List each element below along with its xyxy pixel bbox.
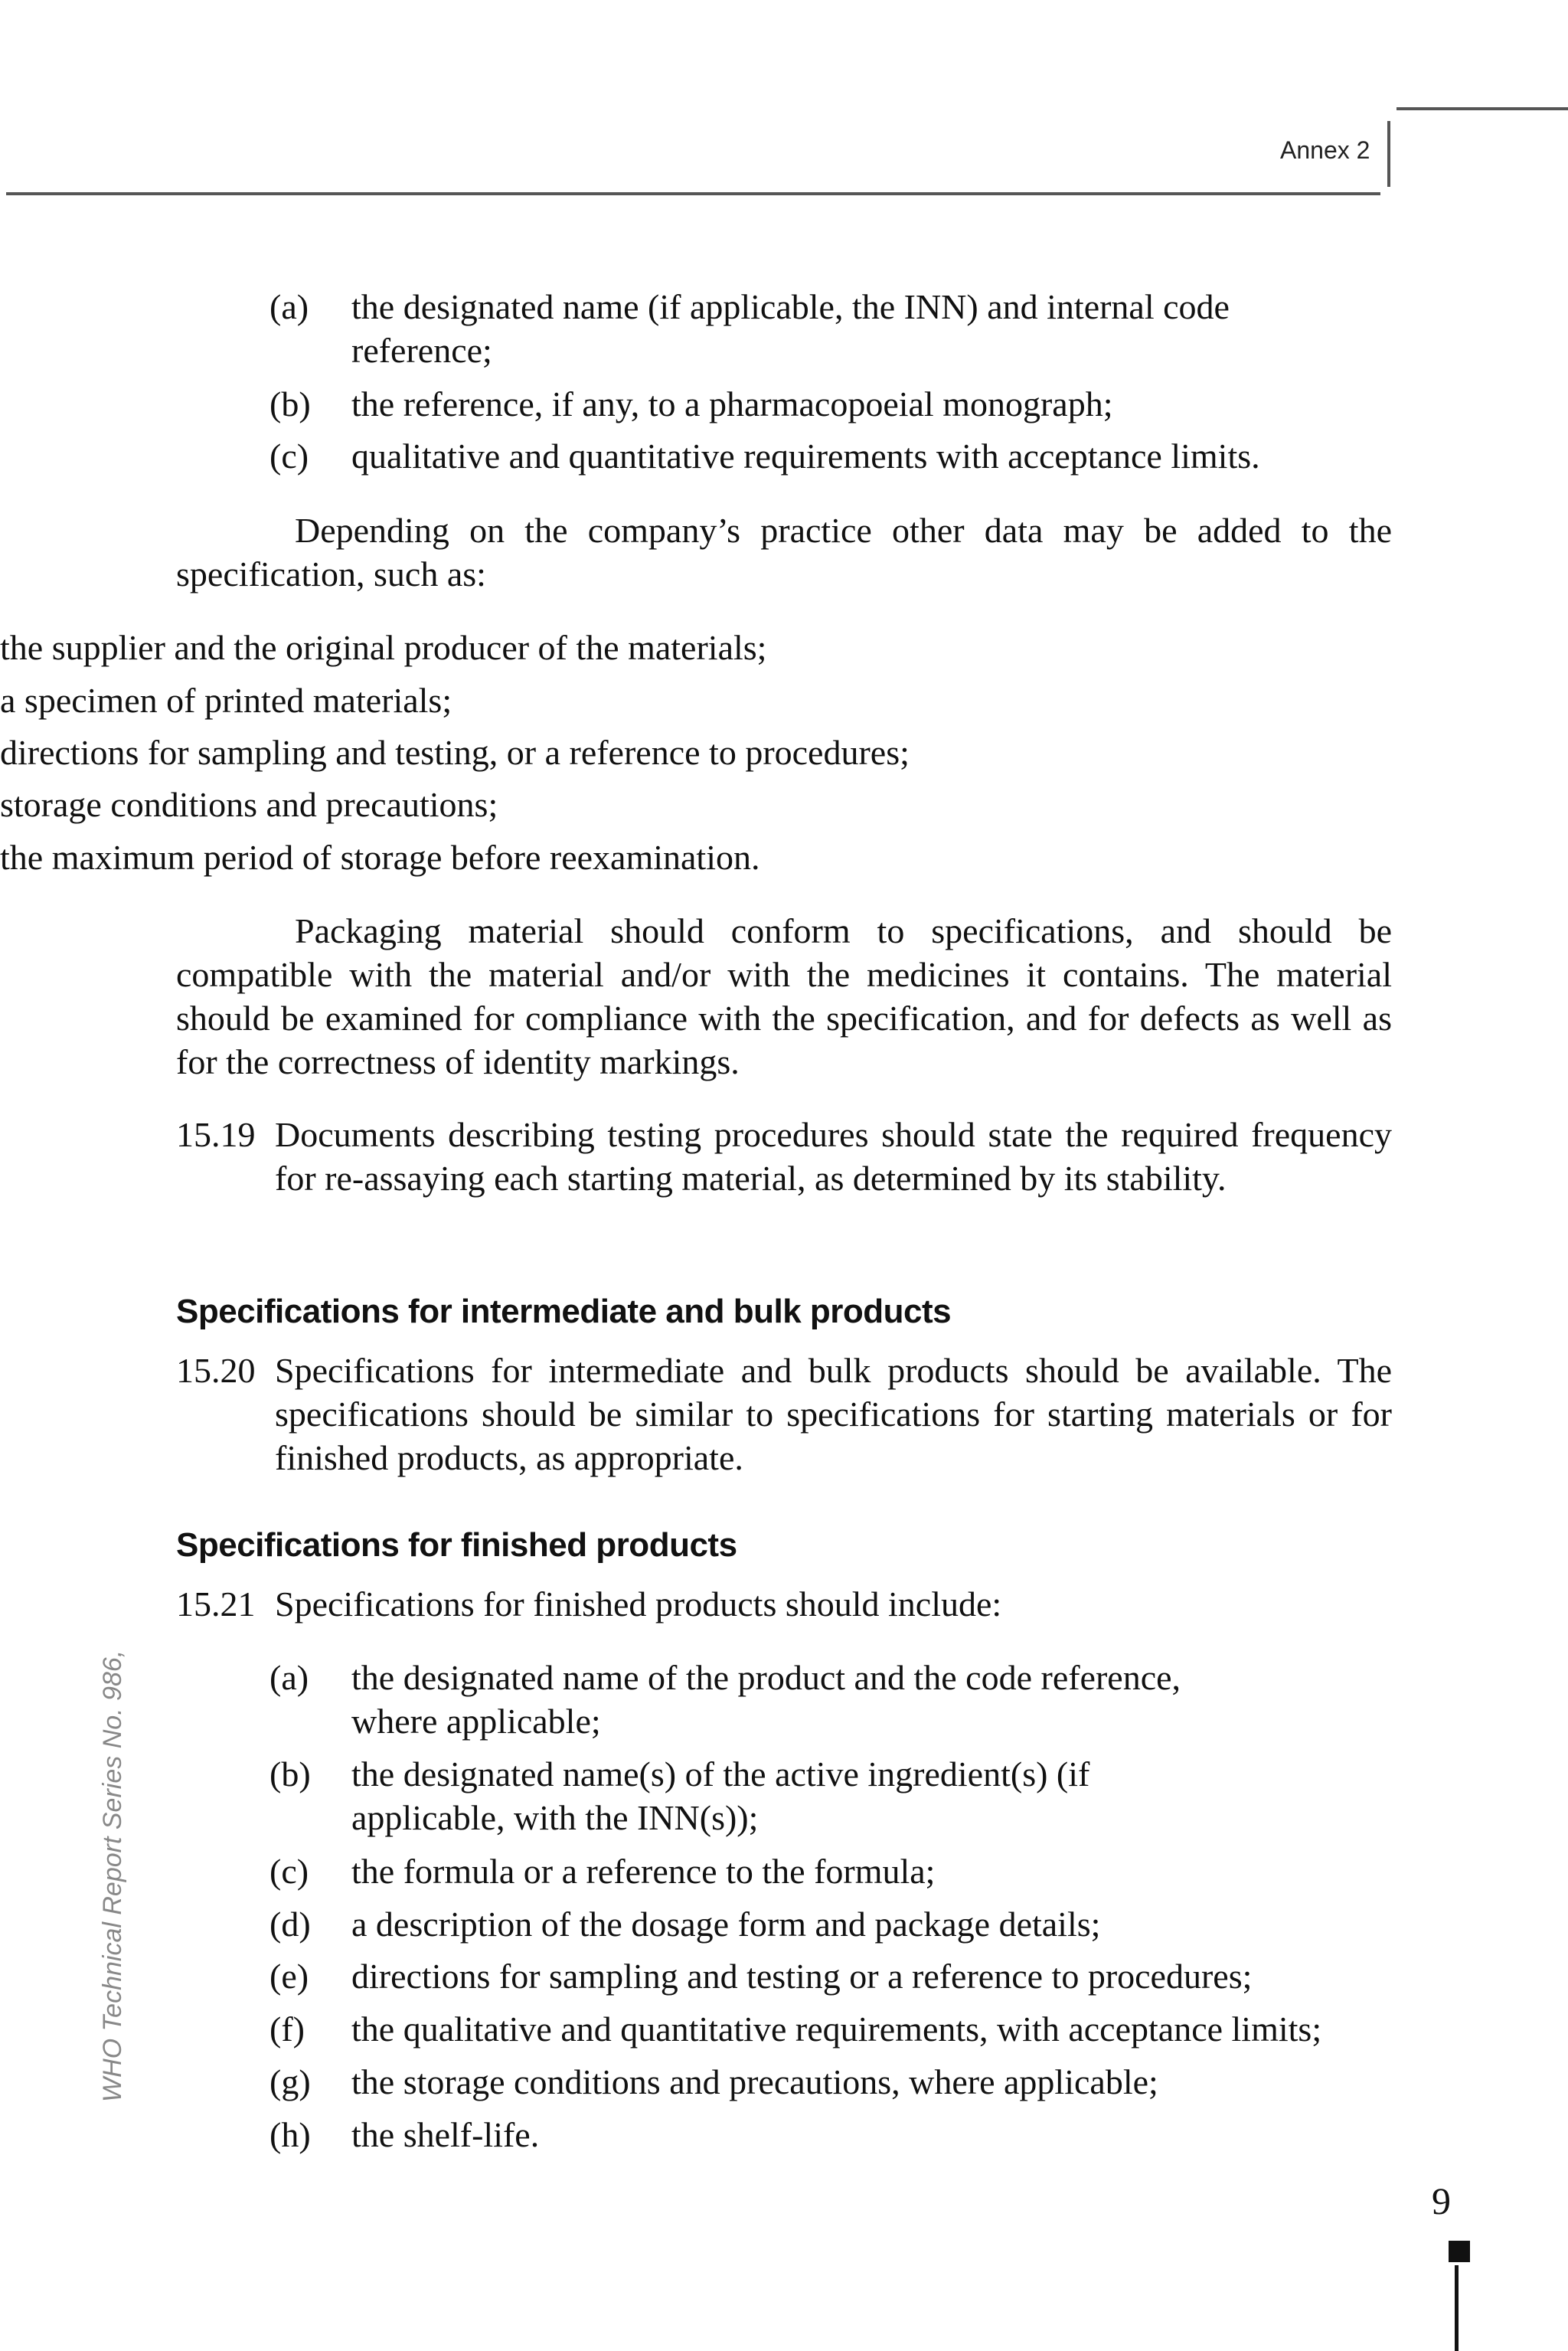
list-item-label: (h) — [270, 2115, 311, 2154]
list-item-line: the designated name (if applicable, the INN) and internal code — [351, 287, 1230, 326]
list-item-label: (c) — [270, 437, 309, 476]
list-item-line: applicable, with the INN(s)); — [351, 1798, 759, 1837]
section-text: Specifications for finished products should include: — [275, 1584, 1002, 1623]
list-item: a specimen of printed materials; — [0, 681, 452, 720]
footer-square-marker — [1449, 2241, 1470, 2262]
list-item: the supplier and the original producer of the materials; — [0, 628, 767, 667]
list-item-line: the shelf-life. — [351, 2115, 540, 2154]
header-vertical-rule — [1387, 121, 1390, 187]
list-item-line: directions for sampling and testing or a reference to procedures; — [351, 1957, 1253, 1996]
list-item-label: (g) — [270, 2062, 311, 2101]
section-number: 15.20 — [176, 1351, 256, 1390]
list-item-line: reference; — [351, 331, 492, 370]
list-item-label: (d) — [270, 1905, 311, 1944]
list-item-label: (c) — [270, 1852, 309, 1891]
list-item-label: (a) — [270, 1658, 309, 1697]
list-item-label: (e) — [270, 1957, 309, 1996]
annex-label: Annex 2 — [1280, 136, 1370, 164]
list-item-label: (f) — [270, 2009, 305, 2049]
paragraph-packaging: Packaging material should conform to specifications, and should be compatible with the material and/or with the medicines it contains. The material should be examined for compliance with the specification, and for defects as well as for the correctness of identity markings. — [176, 911, 1392, 1081]
list-item-line: where applicable; — [351, 1702, 601, 1741]
list-item: directions for sampling and testing, or a reference to procedures; — [0, 733, 910, 772]
list-item-line: the storage conditions and precautions, where applicable; — [351, 2062, 1158, 2101]
section-number: 15.21 — [176, 1584, 256, 1623]
list-item: the maximum period of storage before reexamination. — [0, 838, 760, 877]
footer-vertical-rule — [1455, 2265, 1459, 2351]
list-item-line: qualitative and quantitative requirements with acceptance limits. — [351, 437, 1260, 476]
header-rule — [6, 192, 1380, 195]
list-item-line: the reference, if any, to a pharmacopoeial monograph; — [351, 384, 1113, 423]
list-item-label: (b) — [270, 384, 311, 423]
section-text: Documents describing testing procedures should state the required frequency for re-assaying each starting material, as determined by its stability. — [275, 1115, 1392, 1198]
heading-finished-products: Specifications for finished products — [176, 1526, 737, 1564]
list-item-line: the designated name(s) of the active ingredient(s) (if — [351, 1754, 1090, 1793]
section-number: 15.19 — [176, 1115, 256, 1154]
series-sidebar-text: WHO Technical Report Series No. 986, — [98, 1650, 127, 2102]
heading-intermediate-bulk: Specifications for intermediate and bulk products — [176, 1293, 952, 1330]
list-item-line: the qualitative and quantitative requirements, with acceptance limits; — [351, 2009, 1322, 2049]
list-item-label: (b) — [270, 1754, 311, 1793]
page-number: 9 — [1432, 2179, 1451, 2222]
list-item-line: the formula or a reference to the formula; — [351, 1852, 936, 1891]
header-top-rule — [1396, 107, 1568, 110]
section-text: Specifications for intermediate and bulk products should be available. The specifications should be similar to specifications for starting materials or for finished products, as appropriate. — [275, 1351, 1392, 1477]
list-item-line: a description of the dosage form and package details; — [351, 1905, 1101, 1944]
list-item-line: the designated name of the product and the code reference, — [351, 1658, 1181, 1697]
list-item: storage conditions and precautions; — [0, 785, 498, 824]
paragraph-depending: Depending on the company’s practice other data may be added to the specification, such as: — [176, 511, 1392, 593]
list-item-label: (a) — [270, 287, 309, 326]
